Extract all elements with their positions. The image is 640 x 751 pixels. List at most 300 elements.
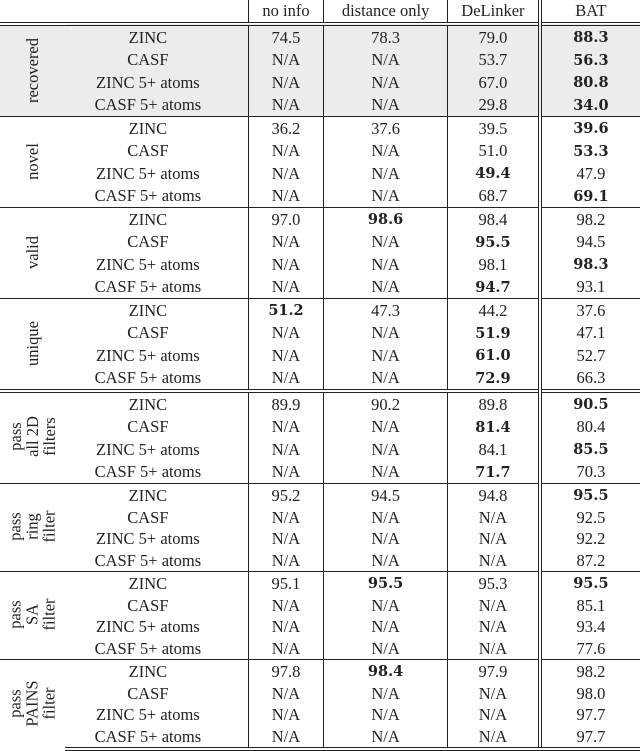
dataset-label-text: CASF [127,683,169,703]
metric-label [0,391,65,484]
value: N/A [271,683,301,703]
table-row [0,94,640,117]
cell-no-info [248,416,323,439]
value: 29.8 [478,95,508,114]
cell-bat [540,416,640,439]
value: N/A [371,95,400,114]
value: N/A [271,323,301,342]
table-row [0,322,640,345]
value: 95.3 [478,573,508,593]
table-row [0,638,640,660]
value: 78.3 [371,27,401,47]
best-value: 81.4 [475,418,511,436]
value: N/A [371,705,400,724]
value: 67.0 [478,72,508,92]
dataset-label [65,231,248,254]
dataset-label-text: ZINC [128,485,168,505]
value: N/A [478,507,508,527]
value: N/A [371,368,400,387]
best-value: 69.1 [573,187,609,205]
value: 94.8 [478,485,508,505]
cell-bat [540,117,640,140]
cell-no-info [248,117,323,140]
cell-no-info [248,572,323,595]
table-row [0,231,640,254]
cell-distance-only [324,276,448,299]
dataset-label [65,638,248,660]
value: N/A [371,186,400,205]
value: N/A [371,638,400,658]
dataset-label-text: CASF 5+ atoms [94,368,202,387]
cell-no-info [248,276,323,299]
cell-bat [540,461,640,484]
cell-distance-only [324,683,448,705]
cell-no-info [248,704,323,726]
value: 95.2 [271,485,301,505]
metric-group [0,572,640,660]
value: 94.5 [371,485,401,505]
cell-bat [540,185,640,208]
best-value: 53.3 [573,142,609,160]
dataset-label-text: CASF 5+ atoms [94,186,202,205]
cell-delinker [448,299,540,322]
cell-bat [540,344,640,367]
cell-bat [540,94,640,117]
metric-group [0,24,640,117]
dataset-label-text: ZINC 5+ atoms [96,163,200,183]
dataset-label [65,416,248,439]
best-value: 49.4 [475,165,511,182]
value: N/A [371,232,400,251]
value: N/A [271,638,301,658]
value: 47.1 [576,323,606,342]
cell-no-info [248,185,323,208]
cell-delinker [448,550,540,572]
dataset-label-text: CASF 5+ atoms [94,95,202,114]
cell-no-info [248,484,323,507]
metric-label-text [7,510,58,542]
dataset-label [65,704,248,726]
dataset-label [65,49,248,72]
cell-no-info [248,162,323,185]
dataset-label-text: CASF 5+ atoms [94,462,202,481]
table-row [0,299,640,322]
value: N/A [371,50,400,69]
value: 70.3 [576,462,606,481]
value: N/A [271,95,301,114]
cell-no-info [248,253,323,276]
best-value: 72.9 [475,369,511,387]
table-row [0,49,640,72]
value: 98.1 [478,254,508,274]
value: N/A [271,595,301,615]
dataset-label-text: CASF [127,507,169,527]
metric-label-line: pass [6,689,26,718]
cell-distance-only [324,208,448,231]
metric-label-line: pass [6,512,26,541]
value: N/A [371,595,400,615]
metric-group [0,299,640,392]
cell-delinker [448,94,540,117]
best-value: 94.7 [475,278,511,296]
value: N/A [271,277,301,296]
value: 92.2 [576,529,606,548]
value: 97.0 [271,209,301,229]
dataset-label [65,344,248,367]
value: 84.1 [478,439,508,459]
value: N/A [271,72,301,92]
metric-label-text [7,416,58,457]
dataset-label-text: ZINC 5+ atoms [96,254,200,274]
table-row [0,208,640,231]
header-no-info: no info [248,0,323,24]
cell-bat [540,550,640,572]
cell-no-info [248,208,323,231]
cell-delinker [448,595,540,617]
metric-label [0,572,65,660]
cell-distance-only [324,71,448,94]
best-value: 56.3 [573,51,609,69]
cell-distance-only [324,416,448,439]
table-row [0,276,640,299]
cell-distance-only [324,572,448,595]
cell-delinker [448,367,540,392]
cell-bat [540,484,640,507]
cell-no-info [248,616,323,638]
dataset-label-text: ZINC 5+ atoms [96,705,200,724]
value: 97.9 [478,661,508,681]
cell-distance-only [324,322,448,345]
metric-label-line: PAINS [23,680,43,727]
value: N/A [478,529,508,548]
metric-label [0,208,65,299]
value: 68.7 [478,186,508,205]
value: N/A [271,439,301,459]
dataset-label [65,185,248,208]
header-blank-dataset [65,0,248,24]
dataset-label-text: CASF 5+ atoms [94,726,202,746]
cell-delinker [448,616,540,638]
table-row [0,162,640,185]
value: N/A [271,550,301,570]
table-row [0,416,640,439]
cell-delinker [448,231,540,254]
value: N/A [371,254,400,274]
metric-label-text [24,236,41,269]
value: N/A [371,550,400,570]
dataset-label [65,276,248,299]
cell-bat [540,528,640,550]
cell-delinker [448,162,540,185]
dataset-label [65,162,248,185]
cell-delinker [448,117,540,140]
metric-label-line: filter [40,687,60,720]
dataset-label [65,367,248,392]
dataset-label [65,208,248,231]
value: N/A [271,163,301,183]
dataset-label-text: ZINC [128,661,168,681]
metric-group [0,391,640,484]
cell-distance-only [324,660,448,683]
metric-label-line: valid [23,236,43,270]
cell-no-info [248,595,323,617]
dataset-label-text: ZINC [128,27,168,47]
value: 36.2 [271,118,301,138]
table-row [0,595,640,617]
value: N/A [478,550,508,570]
cell-no-info [248,49,323,72]
value: 90.2 [371,394,401,414]
cell-distance-only [324,367,448,392]
dataset-label-text: ZINC [128,394,168,414]
value: N/A [271,617,301,636]
cell-no-info [248,344,323,367]
metric-label [0,117,65,208]
dataset-label-text: ZINC 5+ atoms [96,72,200,92]
metric-label-text [24,143,41,180]
cell-bat [540,638,640,660]
cell-no-info [248,140,323,163]
value: 93.1 [576,277,606,296]
value: N/A [478,726,508,746]
value: 97.8 [271,661,301,681]
cell-no-info [248,528,323,550]
cell-distance-only [324,162,448,185]
cell-no-info [248,507,323,529]
cell-bat [540,299,640,322]
value: 87.2 [576,550,606,570]
value: 89.9 [271,394,301,414]
value: N/A [371,141,400,160]
dataset-label [65,117,248,140]
value: N/A [371,417,400,436]
table-row [0,726,640,750]
metric-group [0,484,640,572]
value: N/A [271,529,301,548]
dataset-label-text: ZINC 5+ atoms [96,529,200,548]
value: 98.2 [576,209,606,229]
table-row [0,367,640,392]
value: N/A [271,462,301,481]
best-value: 39.6 [573,120,609,137]
value: 98.0 [576,683,606,703]
cell-distance-only [324,231,448,254]
header-blank [0,0,65,24]
dataset-label-text: ZINC 5+ atoms [96,345,200,365]
dataset-label [65,683,248,705]
best-value: 80.8 [573,74,609,91]
metric-label-line: pass [6,600,26,629]
header-bat: BAT [540,0,640,24]
metric-label-line: filter [40,598,60,631]
value: N/A [478,705,508,724]
value: 66.3 [576,368,606,387]
value: 98.4 [478,209,508,229]
cell-distance-only [324,484,448,507]
cell-distance-only [324,391,448,416]
metric-label-line: unique [23,321,43,367]
cell-delinker [448,528,540,550]
dataset-label-text: CASF [127,141,169,160]
cell-bat [540,322,640,345]
cell-delinker [448,704,540,726]
cell-delinker [448,24,540,49]
dataset-label [65,140,248,163]
cell-bat [540,71,640,94]
cell-no-info [248,322,323,345]
cell-distance-only [324,638,448,660]
cell-delinker [448,438,540,461]
best-value: 98.4 [367,663,404,680]
metric-label-line: filters [40,417,60,457]
cell-bat [540,595,640,617]
best-value: 51.9 [475,324,511,342]
table-header [0,0,640,24]
cell-distance-only [324,49,448,72]
value: 93.4 [576,617,606,636]
value: N/A [271,254,301,274]
cell-delinker [448,344,540,367]
cell-distance-only [324,24,448,49]
value: N/A [271,507,301,527]
cell-no-info [248,391,323,416]
table-row [0,185,640,208]
metric-group [0,208,640,299]
cell-bat [540,507,640,529]
best-value: 98.6 [367,211,404,228]
cell-bat [540,24,640,49]
best-value: 95.5 [573,575,609,592]
dataset-label [65,726,248,750]
best-value: 90.5 [573,396,609,413]
dataset-label-text: CASF [127,595,169,615]
value: N/A [478,595,508,615]
cell-bat [540,572,640,595]
dataset-label-text: CASF 5+ atoms [94,550,202,570]
value: 53.7 [478,50,508,69]
header-distance-only: distance only [324,0,448,24]
cell-distance-only [324,595,448,617]
cell-distance-only [324,704,448,726]
table-row [0,140,640,163]
cell-distance-only [324,140,448,163]
metric-label [0,660,65,750]
table-row [0,550,640,572]
cell-distance-only [324,185,448,208]
metric-label-text [24,38,41,103]
metric-group [0,660,640,750]
cell-delinker [448,461,540,484]
cell-delinker [448,507,540,529]
cell-bat [540,49,640,72]
value: 51.0 [478,141,508,160]
cell-delinker [448,660,540,683]
cell-delinker [448,416,540,439]
cell-no-info [248,24,323,49]
header-delinker: DeLinker [448,0,540,24]
metric-label-text [7,598,58,630]
dataset-label-text: ZINC [128,209,168,229]
value: N/A [371,72,400,92]
metric-label-text [24,321,41,366]
cell-distance-only [324,550,448,572]
dataset-label-text: CASF [127,232,169,251]
cell-distance-only [324,117,448,140]
value: 97.7 [576,726,606,746]
cell-bat [540,683,640,705]
cell-no-info [248,299,323,322]
cell-bat [540,231,640,254]
value: N/A [478,638,508,658]
dataset-label [65,71,248,94]
dataset-label [65,550,248,572]
cell-bat [540,391,640,416]
cell-delinker [448,391,540,416]
best-value: 85.5 [573,441,609,458]
cell-delinker [448,683,540,705]
cell-bat [540,726,640,750]
cell-bat [540,208,640,231]
value: 85.1 [576,595,606,615]
metric-label-line: all 2D [23,416,43,458]
cell-delinker [448,726,540,750]
metric-label [0,24,65,117]
cell-no-info [248,726,323,750]
metric-label [0,484,65,572]
value: N/A [271,186,301,205]
cell-distance-only [324,253,448,276]
value: N/A [478,683,508,703]
cell-no-info [248,660,323,683]
value: N/A [371,726,400,746]
table-row [0,616,640,638]
dataset-label-text: CASF [127,50,169,69]
cell-delinker [448,185,540,208]
value: N/A [371,439,400,459]
value: 74.5 [271,27,301,47]
cell-distance-only [324,344,448,367]
value: N/A [271,141,301,160]
dataset-label-text: ZINC [128,573,168,593]
cell-bat [540,438,640,461]
table-row [0,461,640,484]
value: 79.0 [478,27,508,47]
metric-label-line: recovered [23,38,43,104]
cell-no-info [248,71,323,94]
cell-bat [540,162,640,185]
cell-delinker [448,253,540,276]
dataset-label [65,572,248,595]
cell-distance-only [324,461,448,484]
value: N/A [371,529,400,548]
metric-label-text [7,680,58,726]
table-row [0,683,640,705]
metric-label-line: SA [23,603,43,625]
dataset-label [65,322,248,345]
cell-distance-only [324,507,448,529]
cell-delinker [448,572,540,595]
cell-delinker [448,322,540,345]
value: N/A [271,726,301,746]
value: 97.7 [576,705,606,724]
value: N/A [371,462,400,481]
best-value: 61.0 [475,347,511,364]
dataset-label [65,438,248,461]
value: 95.1 [271,573,301,593]
dataset-label [65,24,248,49]
cell-no-info [248,461,323,484]
value: 94.5 [576,232,606,251]
